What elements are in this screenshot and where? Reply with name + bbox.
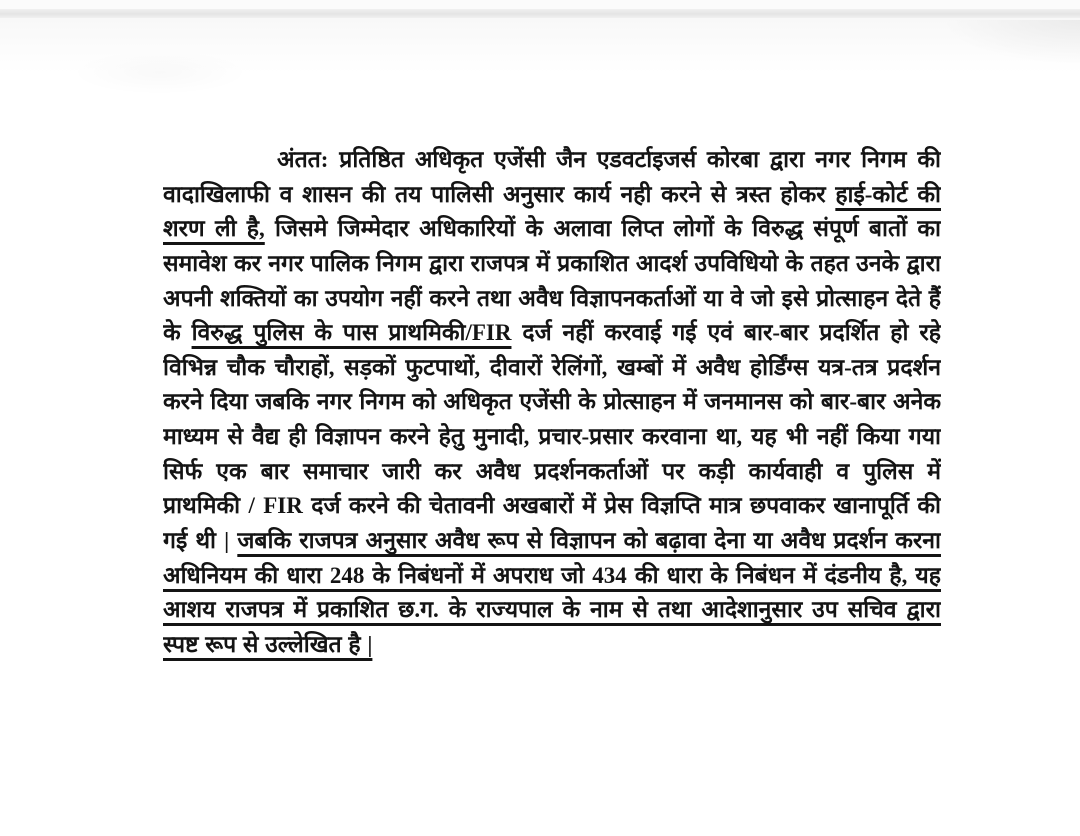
text-segment: जिसमे जिम्मेदार अधिकारियों के अलावा लिप्त लोगों के विरुद्ध संपूर्ण बातों का (264, 216, 941, 242)
text-segment: वादाखिलाफी व शासन की तय पालिसी अनुसार कार्य नही करने से त्रस्त होकर (163, 181, 836, 207)
text-segment: अपनी शक्तियों का उपयोग नहीं करने तथा अवैध विज्ञापनकर्ताओं या वे जो इसे प्रोत्साहन देते हैं (163, 285, 941, 311)
text-line (163, 316, 941, 351)
underlined-text-segment: अधिनियम की धारा 248 के निबंधनों में अपराध जो 434 की धारा के निबंधन में दंडनीय है, यह (163, 562, 941, 588)
underlined-text-segment: जबकि राजपत्र अनुसार अवैध रूप से विज्ञापन को बढ़ावा देना या अवैध प्रदर्शन करना (237, 528, 941, 554)
text-line (163, 420, 941, 455)
text-line (163, 247, 941, 282)
scan-edge-artifact (0, 9, 1080, 18)
text-line (163, 524, 941, 559)
underlined-text-segment: आशय राजपत्र में प्रकाशित छ.ग. के राज्यपाल के नाम से तथा आदेशानुसार उप सचिव द्वारा (163, 597, 941, 623)
text-line (163, 212, 941, 247)
text-line (163, 351, 941, 386)
text-segment: गई थी | (163, 528, 238, 554)
text-line (163, 559, 941, 594)
scan-corner-smudge-left (70, 50, 250, 95)
text-line (163, 143, 941, 178)
text-segment: सिर्फ एक बार समाचार जारी कर अवैध प्रदर्शनकर्ताओं पर कड़ी कार्यवाही व पुलिस में (163, 458, 941, 484)
text-segment: माध्यम से वैद्य ही विज्ञापन करने हेतु मुनादी, प्रचार-प्रसार करवाना था, यह भी नहीं किया गया (163, 424, 941, 450)
text-line (163, 593, 941, 628)
text-segment: करने दिया जबकि नगर निगम को अधिकृत एजेंसी के प्रोत्साहन में जनमानस को बार-बार अनेक (163, 389, 941, 415)
underlined-text-segment: विरुद्ध पुलिस के पास प्राथमिकी/FIR (191, 320, 512, 346)
underlined-text-segment: स्पष्ट रूप से उल्लेखित है | (163, 631, 373, 657)
text-segment: समावेश कर नगर पालिक निगम द्वारा राजपत्र में प्रकाशित आदर्श उपविधियो के तहत उनके द्वारा (163, 250, 941, 276)
text-segment: दर्ज नहीं करवाई गई एवं बार-बार प्रदर्शित हो रहे (511, 320, 941, 346)
text-line (163, 455, 941, 490)
text-line (163, 282, 941, 317)
underlined-text-segment: हाई-कोर्ट की (835, 181, 941, 207)
text-segment: अंतत: प्रतिष्ठित अधिकृत एजेंसी जैन एडवर्टाइजर्स कोरबा द्वारा नगर निगम की (277, 147, 941, 172)
text-segment: के (163, 320, 192, 346)
scan-top-edge (0, 0, 1080, 9)
text-line (163, 178, 941, 213)
underlined-text-segment: शरण ली है, (163, 216, 265, 242)
text-line (163, 385, 941, 420)
text-segment: विभिन्न चौक चौराहों, सड़कों फुटपाथों, दीवारों रेलिंगों, खम्बों में अवैध होर्डिंग्स यत्र-तत्र प्रदर्शन (163, 354, 941, 380)
text-line (163, 628, 941, 663)
document-page (163, 143, 941, 663)
text-line (163, 489, 941, 524)
scan-corner-smudge-right (940, 20, 1080, 65)
text-segment: प्राथमिकी / FIR दर्ज करने की चेतावनी अखबारों में प्रेस विज्ञप्ति मात्र छपवाकर खानापूर्ति की (163, 493, 941, 519)
paragraph (163, 143, 941, 663)
